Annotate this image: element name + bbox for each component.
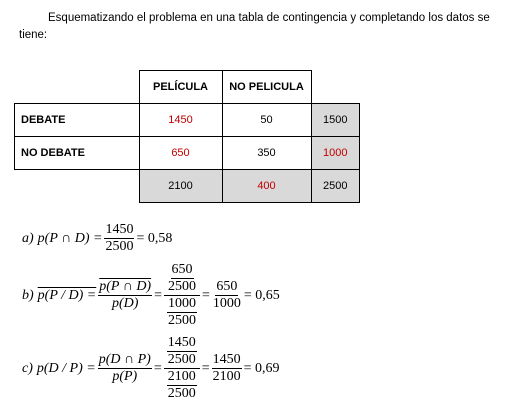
numerator: 650	[216, 279, 238, 294]
numerator: 1450	[167, 335, 196, 350]
fraction	[104, 222, 134, 255]
fraction	[98, 352, 152, 385]
cell-no-debate-pelicula: 650	[139, 137, 222, 170]
header-pelicula: PELÍCULA	[139, 71, 222, 104]
empty-cell	[15, 170, 140, 203]
denominator	[164, 296, 200, 329]
cell-debate-pelicula: 1450	[139, 104, 222, 137]
compound-fraction	[164, 335, 200, 402]
cell-debate-no-pelicula: 50	[222, 104, 311, 137]
cell-no-debate-total: 1000	[311, 137, 360, 170]
intro-paragraph: Esquematizando el problema en una tabla de contingencia y completando los datos se tiene:	[19, 12, 490, 41]
formula-a	[22, 222, 172, 255]
numerator	[164, 335, 200, 369]
contingency-table	[14, 70, 360, 203]
formula-b-result: = 0,65	[243, 287, 280, 303]
denominator: 2500	[168, 279, 196, 294]
formula-a-label: a)	[22, 230, 34, 246]
denominator: 2500	[167, 386, 196, 401]
empty-cell	[311, 71, 360, 104]
cell-no-debate-no-pelicula: 350	[222, 137, 311, 170]
row-label-debate: DEBATE	[15, 104, 140, 137]
header-no-pelicula: NO PELICULA	[222, 71, 311, 104]
numerator: p(D ∩ P)	[98, 352, 151, 367]
fraction	[212, 352, 242, 385]
denominator: 2500	[168, 313, 196, 328]
grand-total: 2500	[311, 170, 360, 203]
formula-a-result: = 0,58	[136, 230, 173, 246]
formula-b-label: b)	[22, 287, 34, 303]
formula-c-label: c)	[22, 360, 33, 376]
cell-debate-total: 1500	[311, 104, 360, 137]
table-header-row	[15, 71, 360, 104]
denominator: 2100	[212, 369, 241, 384]
total-pelicula: 2100	[139, 170, 222, 203]
denominator: 1000	[212, 296, 241, 311]
equals-sign: =	[153, 360, 162, 376]
numerator	[164, 262, 200, 296]
denominator: 2500	[167, 352, 196, 367]
numerator: p(P ∩ D)	[99, 279, 152, 294]
inner-fraction	[167, 335, 197, 368]
numerator: 1000	[168, 296, 196, 311]
inner-fraction	[167, 262, 197, 295]
equals-sign: =	[201, 360, 210, 376]
numerator: 650	[171, 262, 193, 277]
total-no-pelicula: 400	[222, 170, 311, 203]
formula-b-lhs: p(P / D) =	[37, 287, 97, 303]
fraction	[98, 279, 152, 312]
compound-fraction	[164, 262, 200, 329]
formula-c-result: = 0,69	[243, 360, 280, 376]
numerator: 1450	[212, 352, 241, 367]
denominator: 2500	[105, 239, 134, 254]
formula-b	[22, 262, 280, 329]
formula-c-lhs: p(D / P) =	[36, 360, 96, 376]
table-row	[15, 137, 360, 170]
equals-sign: =	[154, 287, 162, 303]
fraction	[212, 279, 242, 312]
denominator: p(D)	[111, 296, 139, 311]
formula-a-lhs: p(P ∩ D) =	[37, 230, 103, 246]
inner-fraction	[167, 369, 197, 402]
table-totals-row	[15, 170, 360, 203]
row-label-no-debate: NO DEBATE	[15, 137, 140, 170]
formula-c	[22, 335, 280, 402]
table-row	[15, 104, 360, 137]
denominator	[164, 369, 200, 402]
denominator: p(P)	[112, 369, 138, 384]
inner-fraction	[167, 296, 197, 329]
numerator: 2100	[167, 369, 196, 384]
empty-corner-cell	[15, 71, 140, 104]
equals-sign: =	[202, 287, 210, 303]
numerator: 1450	[105, 222, 134, 237]
